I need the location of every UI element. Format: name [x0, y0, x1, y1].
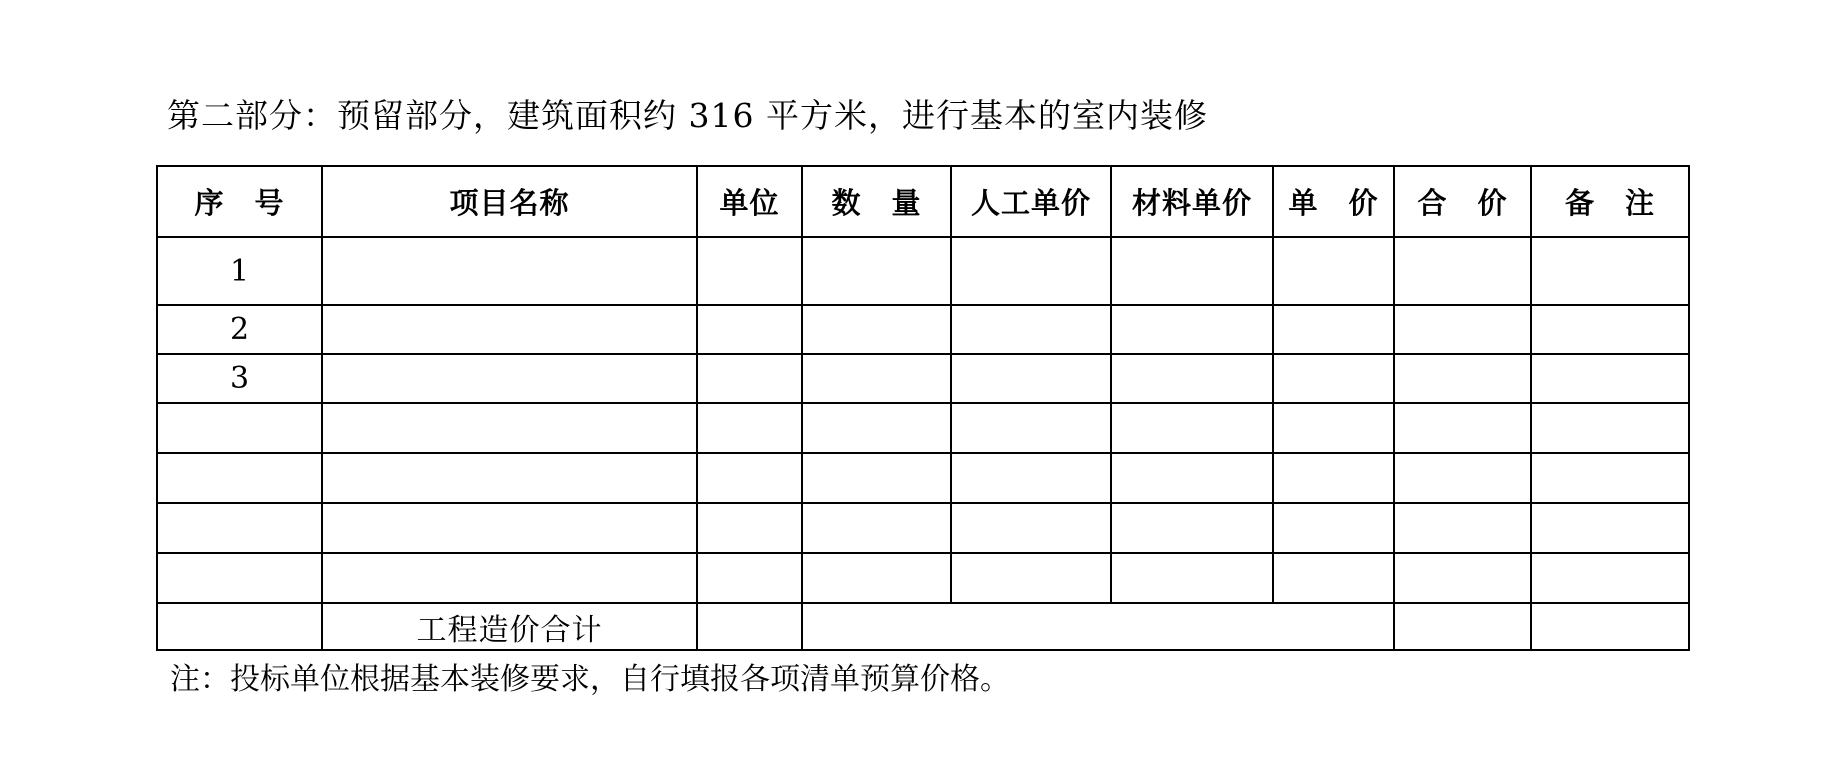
empty-cell — [1394, 503, 1531, 553]
row-number-cell: 1 — [157, 237, 322, 305]
empty-cell — [802, 453, 951, 503]
empty-cell — [1394, 237, 1531, 305]
row-number-cell — [157, 503, 322, 553]
empty-cell — [951, 354, 1111, 403]
empty-cell — [1111, 237, 1273, 305]
empty-cell — [697, 354, 802, 403]
empty-cell — [322, 553, 697, 603]
empty-cell — [951, 453, 1111, 503]
empty-cell — [322, 237, 697, 305]
empty-cell — [1394, 354, 1531, 403]
table-row — [157, 237, 1689, 305]
empty-cell — [1394, 305, 1531, 354]
row-number-cell — [157, 553, 322, 603]
empty-cell — [1394, 453, 1531, 503]
page-title: 第二部分：预留部分，建筑面积约 316 平方米，进行基本的室内装修 — [167, 96, 1208, 135]
empty-cell — [1111, 354, 1273, 403]
empty-cell — [802, 305, 951, 354]
table-row — [157, 354, 1689, 403]
empty-cell — [1111, 453, 1273, 503]
table-row — [157, 553, 1689, 603]
empty-cell — [1273, 453, 1394, 503]
header-remarks: 备 注 — [1531, 166, 1689, 237]
row-number-cell — [157, 453, 322, 503]
empty-cell — [951, 305, 1111, 354]
pricing-table — [156, 165, 1690, 651]
empty-cell — [1531, 354, 1689, 403]
empty-cell — [1273, 305, 1394, 354]
row-number-cell: 3 — [157, 354, 322, 403]
empty-cell — [1273, 553, 1394, 603]
empty-cell — [802, 354, 951, 403]
header-unit: 单位 — [697, 166, 802, 237]
empty-cell — [697, 503, 802, 553]
empty-cell — [1531, 503, 1689, 553]
empty-cell — [1531, 553, 1689, 603]
header-quantity: 数 量 — [802, 166, 951, 237]
empty-cell — [1394, 403, 1531, 453]
empty-cell — [951, 403, 1111, 453]
empty-cell — [1394, 603, 1531, 650]
empty-cell — [1531, 305, 1689, 354]
empty-cell — [157, 603, 322, 650]
empty-cell — [802, 403, 951, 453]
empty-cell — [1111, 553, 1273, 603]
empty-cell — [1531, 403, 1689, 453]
header-labor-unit-price: 人工单价 — [951, 166, 1111, 237]
empty-cell — [1531, 237, 1689, 305]
empty-cell — [1531, 453, 1689, 503]
table-row — [157, 305, 1689, 354]
table-row — [157, 503, 1689, 553]
empty-cell — [1394, 553, 1531, 603]
note-text: 注：投标单位根据基本装修要求，自行填报各项清单预算价格。 — [170, 662, 1010, 697]
empty-cell — [697, 403, 802, 453]
empty-cell — [322, 305, 697, 354]
empty-cell — [697, 237, 802, 305]
table-header-row — [157, 166, 1689, 237]
empty-cell — [951, 503, 1111, 553]
header-material-unit-price: 材料单价 — [1111, 166, 1273, 237]
merged-empty-cell — [802, 603, 1394, 650]
table-row — [157, 453, 1689, 503]
empty-cell — [697, 305, 802, 354]
row-number-cell — [157, 403, 322, 453]
empty-cell — [802, 503, 951, 553]
empty-cell — [1273, 403, 1394, 453]
total-label-cell: 工程造价合计 — [322, 603, 697, 650]
empty-cell — [1273, 354, 1394, 403]
empty-cell — [1273, 503, 1394, 553]
empty-cell — [951, 237, 1111, 305]
empty-cell — [322, 354, 697, 403]
empty-cell — [802, 237, 951, 305]
empty-cell — [1111, 305, 1273, 354]
empty-cell — [697, 553, 802, 603]
empty-cell — [1111, 403, 1273, 453]
empty-cell — [697, 603, 802, 650]
empty-cell — [322, 453, 697, 503]
header-unit-price: 单 价 — [1273, 166, 1394, 237]
empty-cell — [322, 403, 697, 453]
empty-cell — [697, 453, 802, 503]
row-number-cell: 2 — [157, 305, 322, 354]
empty-cell — [802, 553, 951, 603]
empty-cell — [1111, 503, 1273, 553]
header-seq-no: 序 号 — [157, 166, 322, 237]
header-total-price: 合 价 — [1394, 166, 1531, 237]
empty-cell — [322, 503, 697, 553]
header-project-name: 项目名称 — [322, 166, 697, 237]
empty-cell — [1273, 237, 1394, 305]
table-row — [157, 403, 1689, 453]
empty-cell — [1531, 603, 1689, 650]
total-row — [157, 603, 1689, 650]
empty-cell — [951, 553, 1111, 603]
